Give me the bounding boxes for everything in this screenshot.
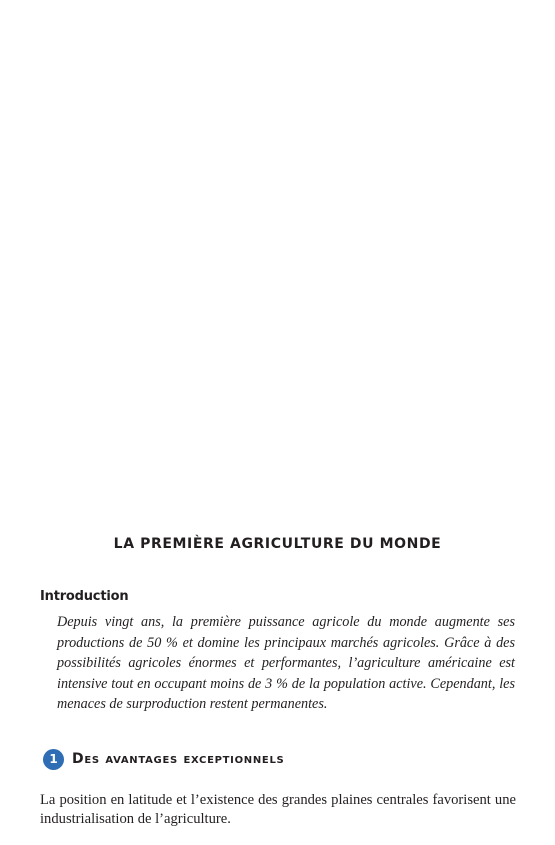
body-paragraph: La position en latitude et l’existence des grandes plaines centrales favorisent une industrialisation de l’agriculture. — [40, 792, 516, 827]
section-title: Des avantages exceptionnels — [72, 751, 285, 767]
chapter-title: LA PREMIÈRE AGRICULTURE DU MONDE — [113, 536, 442, 552]
intro-heading: Introduction — [40, 589, 129, 604]
section-number-badge: 1 — [43, 749, 64, 770]
section-heading — [43, 748, 284, 770]
intro-paragraph: Depuis vingt ans, la première puissance agricole du monde augmente ses productions de 50 % et domine les principaux marchés agricoles. Grâce à des possibilités agricoles énormes et performantes, l’agriculture américaine est intensive tout en occupant moins de 3 % de la population active. Cependant, les menaces de surproduction restent permanentes. — [57, 614, 515, 712]
